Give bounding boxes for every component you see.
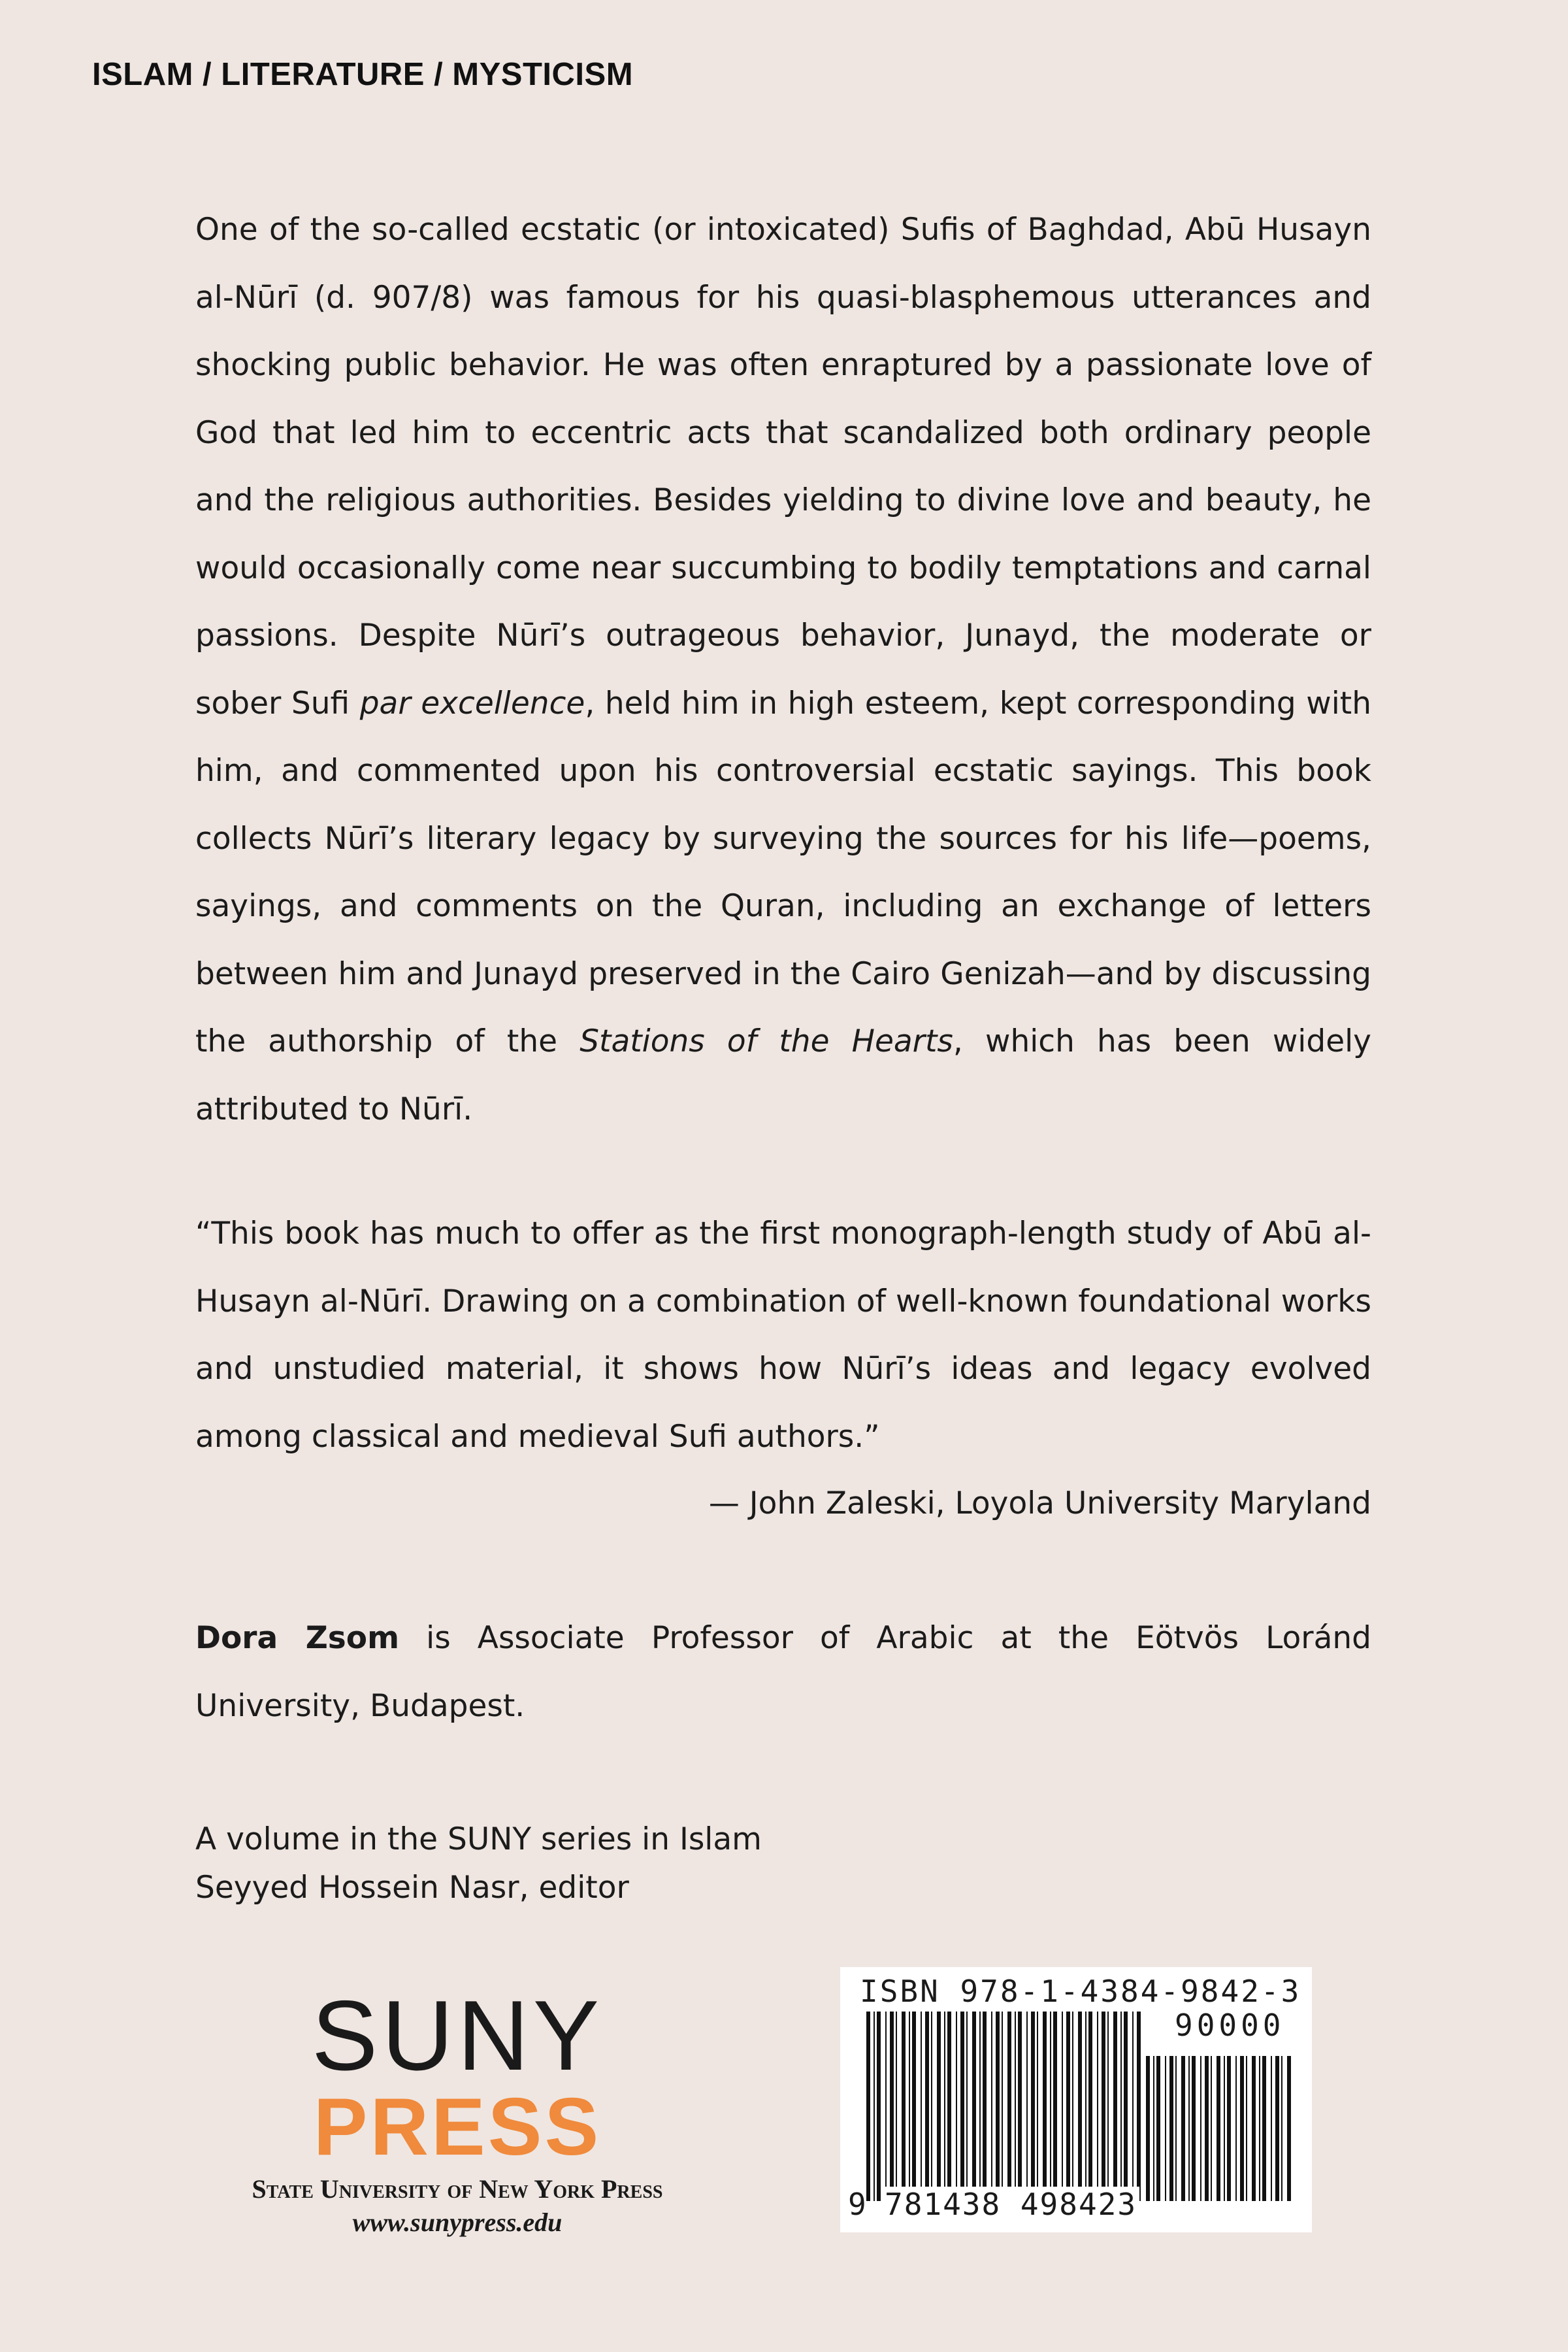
barcode-bar [896, 2012, 897, 2201]
barcode-bar [1271, 2056, 1272, 2201]
barcode-bar [1124, 2012, 1128, 2201]
barcode-bar [991, 2012, 992, 2201]
barcode-bar [1192, 2056, 1196, 2201]
barcode-bar [1169, 2056, 1173, 2201]
barcode-addon-number: 90000 [1175, 2008, 1285, 2043]
barcode-bar [1026, 2012, 1028, 2201]
logo-suny: SUNY [311, 1980, 604, 2091]
barcode-bar [937, 2012, 941, 2201]
logo-press: PRESS [313, 2082, 602, 2172]
barcode-bar [972, 2012, 976, 2201]
barcode-bar [956, 2012, 957, 2201]
barcode-bar [1246, 2056, 1247, 2201]
barcode-bar [1050, 2012, 1051, 2201]
barcode-bar [1018, 2012, 1022, 2201]
description-part-2: , held him in high esteem, kept corresponding with him, and commented upon his controversial ecstatic sayings. This book collects Nūrī’s literary legacy by surveying the sources for his life—poems, sayings, and comments on the Quran, including an exchange of letters between him and Junayd preserved in the Cairo Genizah—and by discussing the authorship of the [195, 685, 1371, 1059]
barcode-bar [1165, 2056, 1166, 2201]
barcode-bar [1200, 2056, 1201, 2201]
barcode-bar [1007, 2012, 1011, 2201]
barcode-bar [1072, 2012, 1073, 2201]
barcode-bar [909, 2012, 910, 2201]
barcode-bar [979, 2012, 981, 2201]
barcode-bar [1259, 2056, 1260, 2201]
barcode-bar [931, 2012, 932, 2201]
barcode-bar [1252, 2056, 1256, 2201]
isbn-barcode [840, 1967, 1312, 2232]
barcode-bar [1043, 2012, 1047, 2201]
barcode-bar [1037, 2012, 1038, 2201]
barcode-bar [1085, 2012, 1086, 2201]
barcode-bar [1262, 2056, 1266, 2201]
barcode-bar [1078, 2012, 1082, 2201]
endorsement-quote: “This book has much to offer as the first monograph-length study of Abū al-Husayn al-Nūrī. Drawing on a combination of well-known foundational works and unstudied material, it shows how Nūrī’s ideas and legacy evolved among classical and medieval Sufi authors.” [195, 1216, 1371, 1455]
barcode-bar [1132, 2012, 1134, 2201]
barcode-bar [1120, 2012, 1122, 2201]
barcode-bar [1146, 2056, 1150, 2201]
isbn-number: ISBN 978-1-4384-9842-3 [860, 1974, 1301, 2009]
barcode-bar [1097, 2012, 1098, 2201]
barcode-bar [1287, 2056, 1291, 2201]
barcode-bar [1153, 2056, 1154, 2201]
category-label: ISLAM / LITERATURE / MYSTICISM [92, 57, 634, 92]
barcode-bar [1224, 2056, 1225, 2201]
barcode-bar [1235, 2056, 1237, 2201]
barcode-bar [1275, 2056, 1279, 2201]
barcode-bar [1015, 2012, 1016, 2201]
ean-first-digit: 9 [848, 2187, 866, 2222]
barcode-bar [983, 2012, 987, 2201]
barcode-bar [1031, 2012, 1035, 2201]
ean-digits: 781438 498423 [882, 2187, 1139, 2222]
barcode-bar [885, 2012, 887, 2201]
endorsement-attribution: — John Zaleski, Loyola University Maryland [708, 1485, 1371, 1521]
barcode-bar [912, 2012, 916, 2201]
series-line: A volume in the SUNY series in Islam [195, 1821, 762, 1857]
author-bio [195, 1604, 1371, 1740]
barcode-bar [1053, 2012, 1057, 2201]
book-description [195, 196, 1371, 1143]
barcode-bar [1217, 2056, 1220, 2201]
barcode-bar [1113, 2012, 1117, 2201]
barcode-bar [1227, 2056, 1231, 2201]
author-name: Dora Zsom [195, 1620, 400, 1656]
barcode-bar [996, 2012, 1000, 2201]
barcode-bar [947, 2012, 951, 2201]
barcode-bar [1002, 2012, 1003, 2201]
author-bio-text: is Associate Professor of Arabic at the Eötvös Loránd University, Budapest. [195, 1620, 1371, 1724]
description-italic-2: Stations of the Hearts [580, 1023, 953, 1059]
barcode-bar [1137, 2012, 1141, 2201]
barcode-bar [1188, 2056, 1190, 2201]
description-italic-1: par excellence [359, 685, 585, 721]
series-editor: Seyyed Hossein Nasr, editor [195, 1870, 629, 1906]
barcode-bar [1107, 2012, 1109, 2201]
description-part-3: , which has been widely attributed to Nūrī. [195, 1023, 1371, 1127]
barcode-bar [1211, 2056, 1212, 2201]
barcode-bar [1088, 2012, 1092, 2201]
barcode-bar [921, 2012, 922, 2201]
barcode-bar [960, 2012, 964, 2201]
barcode-bar [874, 2012, 875, 2201]
barcode-addon-bars [1146, 2056, 1296, 2201]
barcode-bar [1062, 2012, 1063, 2201]
barcode-bar [1205, 2056, 1209, 2201]
barcode-bar [1102, 2012, 1105, 2201]
barcode-bar [966, 2012, 968, 2201]
barcode-bar [890, 2012, 894, 2201]
barcode-bar [877, 2012, 881, 2201]
barcode-bar [1175, 2056, 1177, 2201]
barcode-bar [925, 2012, 929, 2201]
publisher-url: www.sunypress.edu [352, 2208, 563, 2237]
publisher-logo [242, 1980, 673, 2238]
description-part-1: One of the so-called ecstatic (or intoxicated) Sufis of Baghdad, Abū Husayn al-Nūrī (d. 907/8) was famous for his quasi-blasphemous utterances and shocking public behavior. He was often enraptured by a passionate love of God that led him to eccentric acts that scandalized both ordinary people and the religious authorities. Besides yielding to divine love and beauty, he would occasionally come near succumbing to bodily temptations and carnal passions. Despite Nūrī’s outrageous behavior, Junayd, the moderate or sober Sufi [195, 212, 1371, 721]
barcode-bar [1181, 2056, 1185, 2201]
barcode-bar [902, 2012, 906, 2201]
barcode-bar [1281, 2056, 1282, 2201]
barcode-bar [1240, 2056, 1244, 2201]
barcode-bar [866, 2012, 870, 2201]
series-info [195, 1815, 762, 1912]
barcode-bars [866, 2012, 1141, 2201]
barcode-bar [1156, 2056, 1160, 2201]
barcode-bar [1066, 2012, 1070, 2201]
barcode-bar [944, 2012, 945, 2201]
publisher-full-name: State University of New York Press [252, 2174, 663, 2204]
